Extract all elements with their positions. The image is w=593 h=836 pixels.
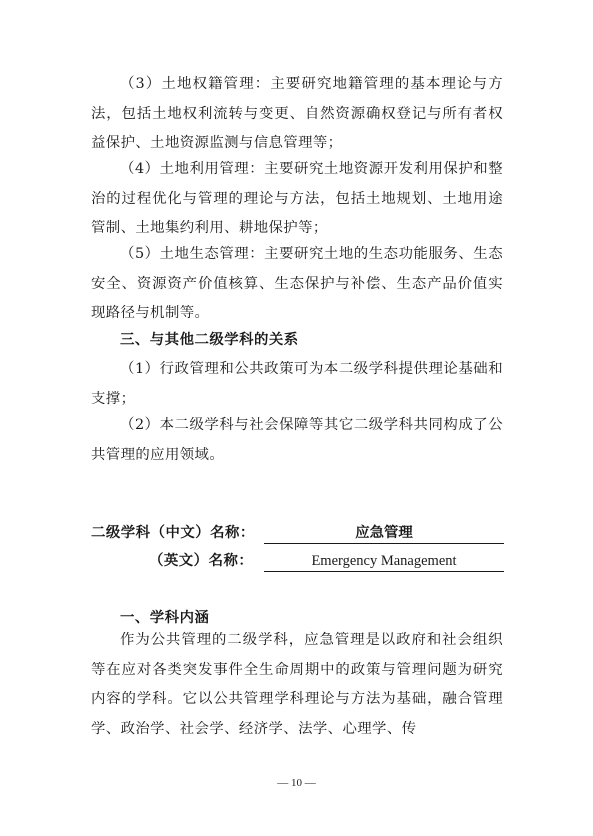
relation-item-1: （1）行政管理和公共政策可为本二级学科提供理论基础和支撑； [91,361,503,407]
paragraph-item-3: （3）土地权籍管理：主要研究地籍管理的基本理论与方法，包括土地权利流转与变更、自然资源确权登记与所有者权益保护、土地资源监测与信息管理等； [91,76,503,151]
discipline-cn-value: 应急管理 [264,523,504,544]
page-number: — 10 — [277,777,316,789]
discipline-en-label: （英文）名称： [149,553,254,569]
discipline-en-value: Emergency Management [264,551,504,572]
section-heading-relations: 三、与其他二级学科的关系 [120,332,299,348]
relation-item-2: （2）本二级学科与社会保障等其它二级学科共同构成了公共管理的应用领域。 [91,417,503,463]
section-heading-connotation: 一、学科内涵 [120,610,210,626]
paragraph-item-4: （4）土地利用管理：主要研究土地资源开发利用保护和整治的过程优化与管理的理论与方法，包括土地规划、土地用途管制、土地集约利用、耕地保护等； [91,161,503,236]
discipline-cn-label: 二级学科（中文）名称： [91,525,255,541]
paragraph-item-5: （5）土地生态管理：主要研究土地的生态功能服务、生态安全、资源资产价值核算、生态保护与补偿、生态产品价值实现路径与机制等。 [91,246,503,321]
connotation-paragraph: 作为公共管理的二级学科，应急管理是以政府和社会组织等在应对各类突发事件全生命周期中的政策与管理问题为研究内容的学科。它以公共管理学科理论与方法为基础，融合管理学、政治学、社会学、经济学、法学、心理学、传 [91,632,503,737]
